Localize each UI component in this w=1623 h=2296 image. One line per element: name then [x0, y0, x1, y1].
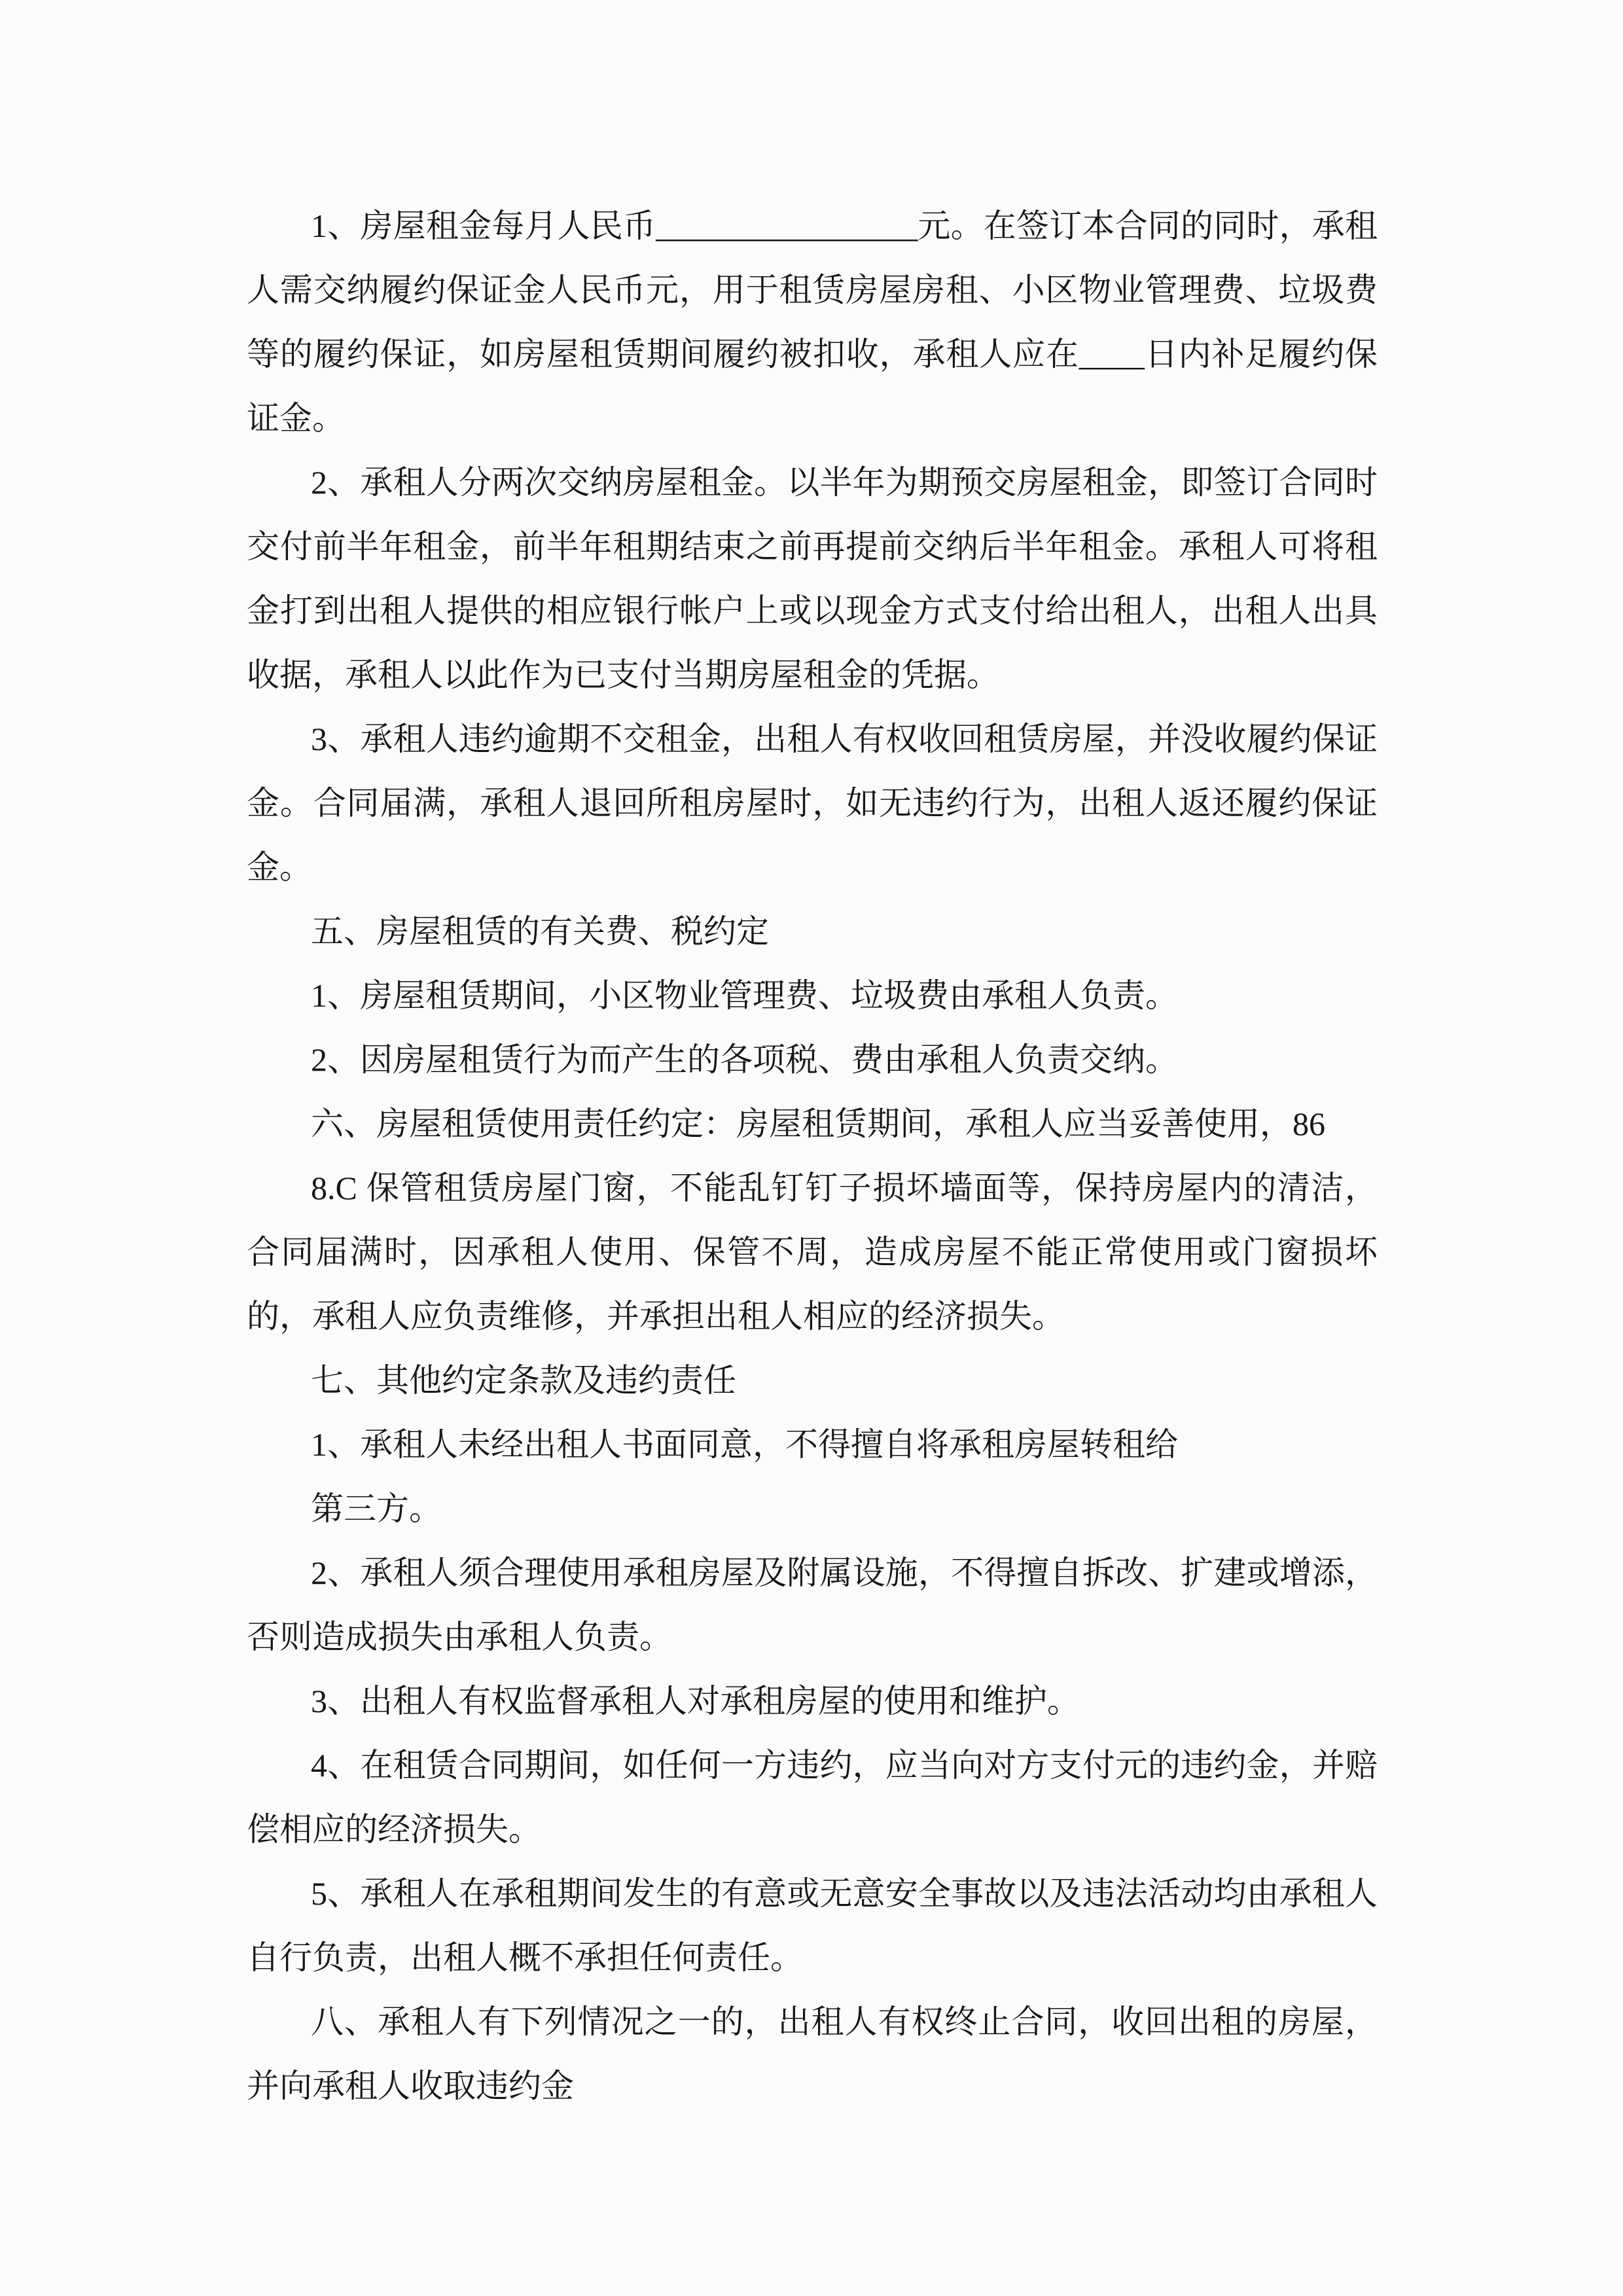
clause-no-sublease-continued: 第三方。	[311, 1490, 442, 1527]
clause-no-sublease: 1、承租人未经出租人书面同意，不得擅自将承租房屋转租给	[311, 1426, 1178, 1463]
clause-termination-rights: 八、承租人有下列情况之一的，出租人有权终止合同，收回出租的房屋，并向承租人收取违约金	[247, 2003, 1378, 2104]
clause-breach-penalty: 4、在租赁合同期间，如任何一方违约，应当向对方支付元的违约金，并赔偿相应的经济损失。	[247, 1747, 1378, 1848]
clause-management-fee: 1、房屋租赁期间，小区物业管理费、垃圾费由承租人负责。	[311, 977, 1178, 1014]
clause-payment-schedule: 2、承租人分两次交纳房屋租金。以半年为期预交房屋租金，即签订合同时交付前半年租金，前半年租期结束之前再提前交纳后半年租金。承租人可将租金打到出租人提供的相应银行帐户上或以现金方式支付给出租人，出租人出具收据，承租人以此作为已支付当期房屋租金的凭据。	[247, 464, 1378, 693]
contract-text-block	[247, 194, 1378, 2118]
section-heading-other-terms: 七、其他约定条款及违约责任	[311, 1362, 736, 1399]
clause-overdue-penalty: 3、承租人违约逾期不交租金，出租人有权收回租赁房屋，并没收履约保证金。合同届满，承租人退回所租房屋时，如无违约行为，出租人返还履约保证金。	[247, 721, 1378, 886]
clause-landlord-supervision: 3、出租人有权监督承租人对承租房屋的使用和维护。	[311, 1683, 1080, 1719]
clause-no-alteration: 2、承租人须合理使用承租房屋及附属设施，不得擅自拆改、扩建或增添，否则造成损失由承租人负责。	[247, 1554, 1378, 1655]
section-heading-usage-duty: 六、房屋租赁使用责任约定：房屋租赁期间，承租人应当妥善使用，86	[311, 1105, 1325, 1142]
clause-tenant-liability: 5、承租人在承租期间发生的有意或无意安全事故以及违法活动均由承租人自行负责，出租人概不承担任何责任。	[247, 1875, 1378, 1976]
clause-taxes-fees: 2、因房屋租赁行为而产生的各项税、费由承租人负责交纳。	[311, 1041, 1178, 1078]
clause-rent-amount: 1、房屋租金每月人民币________________元。在签订本合同的同时，承租人需交纳履约保证金人民币元，用于租赁房屋房租、小区物业管理费、垃圾费等的履约保证，如房屋租赁期间履约被扣收，承租人应在____日内补足履约保证金。	[247, 207, 1378, 437]
clause-maintenance-duty: 8.C 保管租赁房屋门窗，不能乱钉钉子损坏墙面等，保持房屋内的清洁，合同届满时，因承租人使用、保管不周，造成房屋不能正常使用或门窗损坏的，承租人应负责维修，并承担出租人相应的经济损失。	[247, 1170, 1378, 1335]
section-heading-fees-taxes: 五、房屋租赁的有关费、税约定	[311, 913, 769, 950]
